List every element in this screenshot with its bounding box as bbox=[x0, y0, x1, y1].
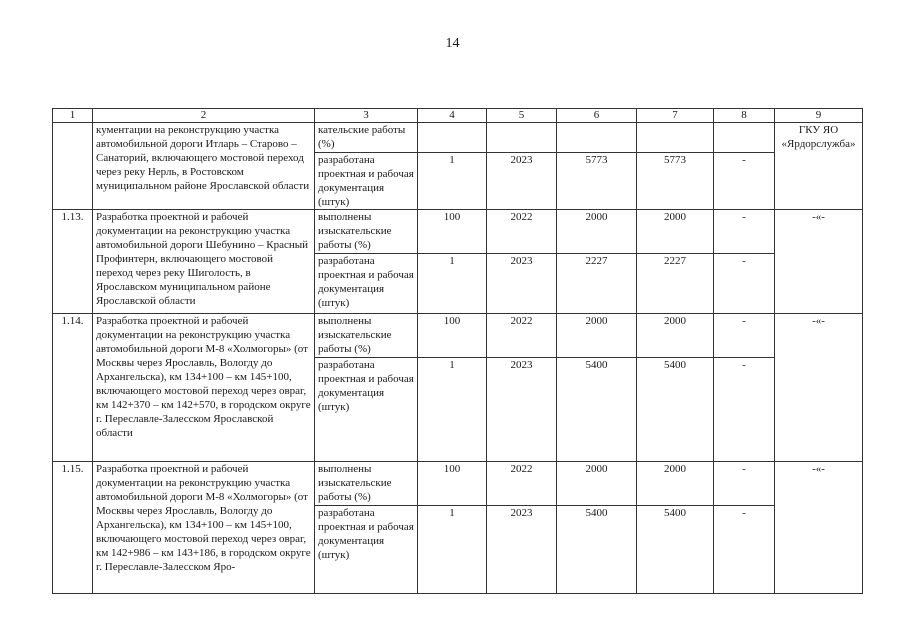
indicator-name: разработана проектная и рабочая документация (штук) bbox=[315, 254, 418, 314]
indicator-name: кательские работы (%) bbox=[315, 123, 418, 153]
amount-col7: 5400 bbox=[637, 358, 714, 462]
amount-col8: - bbox=[714, 506, 775, 594]
row-number bbox=[53, 123, 93, 210]
row-number: 1.13. bbox=[53, 210, 93, 314]
amount-col7: 5400 bbox=[637, 506, 714, 594]
header-cell: 4 bbox=[418, 109, 487, 123]
header-cell: 5 bbox=[487, 109, 557, 123]
measure-description: Разработка проектной и рабочей документации на реконструкцию участка автомобильной дороги М-8 «Холмогоры» (от Москвы через Ярославль, Вологду до Архангельска), км 134+100 – км 145+100, включающего мостовой переход через овраг, км 142+986 – км 143+186, в городском округе г. Переславле-Залесском Яро- bbox=[93, 462, 315, 594]
indicator-name: разработана проектная и рабочая документация (штук) bbox=[315, 153, 418, 210]
executor: -«- bbox=[775, 210, 863, 314]
amount-col6: 5773 bbox=[557, 153, 637, 210]
indicator-name: выполнены изыскательские работы (%) bbox=[315, 462, 418, 506]
page-number: 14 bbox=[445, 36, 460, 51]
year: 2023 bbox=[487, 153, 557, 210]
indicator-name: выполнены изыскательские работы (%) bbox=[315, 210, 418, 254]
amount-col8: - bbox=[714, 358, 775, 462]
target-value: 1 bbox=[418, 506, 487, 594]
indicator-name: разработана проектная и рабочая документация (штук) bbox=[315, 506, 418, 594]
year bbox=[487, 123, 557, 153]
year: 2023 bbox=[487, 506, 557, 594]
amount-col6: 2227 bbox=[557, 254, 637, 314]
header-cell: 1 bbox=[53, 109, 93, 123]
target-value: 1 bbox=[418, 153, 487, 210]
year: 2023 bbox=[487, 358, 557, 462]
table-row bbox=[53, 123, 863, 153]
header-cell: 7 bbox=[637, 109, 714, 123]
executor: -«- bbox=[775, 462, 863, 594]
row-number: 1.14. bbox=[53, 314, 93, 462]
row-number: 1.15. bbox=[53, 462, 93, 594]
amount-col7: 2000 bbox=[637, 462, 714, 506]
header-cell: 8 bbox=[714, 109, 775, 123]
measure-description: кументации на реконструкцию участка автомобильной дороги Итларь – Старово – Санаторий, включающего мостовой переход через реку Нерль, в Ростовском муниципальном районе Ярославской области bbox=[93, 123, 315, 210]
amount-col6: 2000 bbox=[557, 462, 637, 506]
target-value: 100 bbox=[418, 314, 487, 358]
amount-col6: 5400 bbox=[557, 358, 637, 462]
amount-col7: 2227 bbox=[637, 254, 714, 314]
year: 2022 bbox=[487, 314, 557, 358]
amount-col6: 2000 bbox=[557, 210, 637, 254]
header-row bbox=[53, 109, 863, 123]
amount-col6: 2000 bbox=[557, 314, 637, 358]
header-cell: 6 bbox=[557, 109, 637, 123]
amount-col8: - bbox=[714, 462, 775, 506]
amount-col8: - bbox=[714, 210, 775, 254]
amount-col6 bbox=[557, 123, 637, 153]
table-row bbox=[53, 462, 863, 506]
measure-description: Разработка проектной и рабочей документации на реконструкцию участка автомобильной дороги Шебунино – Красный Профинтерн, включающего мостовой переход через реку Шиголость, в Ярославском муниципальном районе Ярославской области bbox=[93, 210, 315, 314]
measure-description: Разработка проектной и рабочей документации на реконструкцию участка автомобильной дороги М-8 «Холмогоры» (от Москвы через Ярославль, Вологду до Архангельска), км 134+100 – км 145+100, включающего мостовой переход через овраг, км 142+370 – км 142+570, в городском округе г. Переславле-Залесском Ярославской области bbox=[93, 314, 315, 462]
amount-col8: - bbox=[714, 153, 775, 210]
executor: -«- bbox=[775, 314, 863, 462]
amount-col7: 5773 bbox=[637, 153, 714, 210]
header-cell: 3 bbox=[315, 109, 418, 123]
amount-col7 bbox=[637, 123, 714, 153]
indicator-name: выполнены изыскательские работы (%) bbox=[315, 314, 418, 358]
program-table bbox=[52, 108, 863, 594]
amount-col8 bbox=[714, 123, 775, 153]
target-value: 100 bbox=[418, 462, 487, 506]
amount-col8: - bbox=[714, 314, 775, 358]
target-value: 100 bbox=[418, 210, 487, 254]
amount-col7: 2000 bbox=[637, 314, 714, 358]
header-cell: 2 bbox=[93, 109, 315, 123]
amount-col8: - bbox=[714, 254, 775, 314]
executor: ГКУ ЯО «Ярдорслужба» bbox=[775, 123, 863, 210]
target-value: 1 bbox=[418, 358, 487, 462]
target-value: 1 bbox=[418, 254, 487, 314]
amount-col7: 2000 bbox=[637, 210, 714, 254]
header-cell: 9 bbox=[775, 109, 863, 123]
year: 2022 bbox=[487, 462, 557, 506]
year: 2023 bbox=[487, 254, 557, 314]
table-row bbox=[53, 314, 863, 358]
year: 2022 bbox=[487, 210, 557, 254]
target-value bbox=[418, 123, 487, 153]
indicator-name: разработана проектная и рабочая документация (штук) bbox=[315, 358, 418, 462]
table-row bbox=[53, 210, 863, 254]
amount-col6: 5400 bbox=[557, 506, 637, 594]
